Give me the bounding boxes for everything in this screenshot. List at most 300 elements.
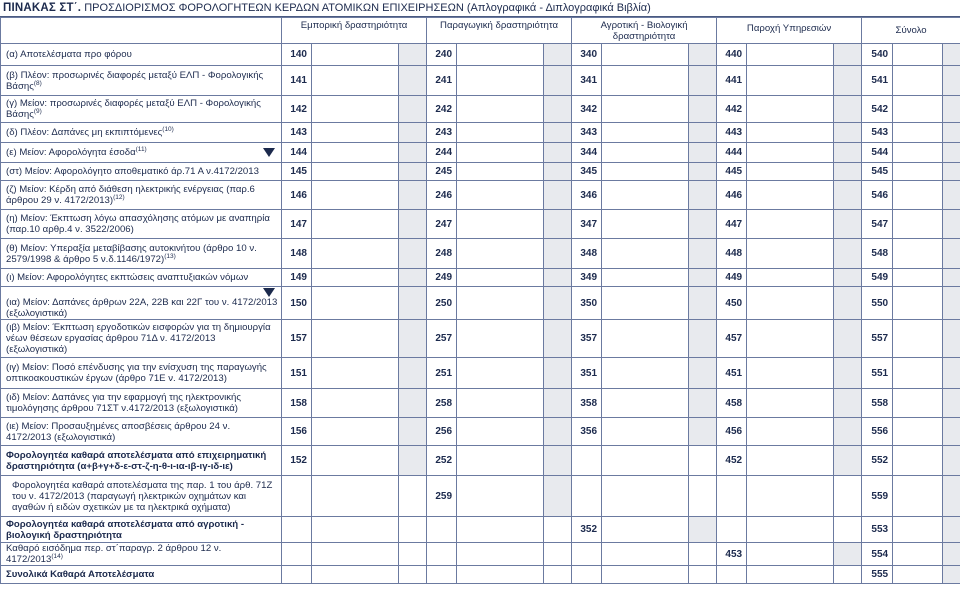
field-code-productive [427, 566, 457, 584]
field-code-commercial [282, 517, 312, 543]
amount-field-productive [457, 566, 544, 584]
decimal-field-agricultural[interactable] [689, 418, 717, 446]
amount-field-total[interactable] [893, 446, 943, 476]
decimal-field-services[interactable] [834, 210, 862, 239]
decimal-field-total[interactable] [943, 446, 960, 476]
decimal-field-commercial[interactable] [399, 66, 427, 96]
amount-field-agricultural [602, 543, 689, 566]
field-code-productive: 247 [427, 210, 457, 239]
form-row [1, 476, 960, 517]
field-code-agricultural [572, 446, 602, 476]
row-label [1, 181, 282, 210]
amount-field-agricultural[interactable] [602, 143, 689, 163]
decimal-field-services[interactable] [834, 143, 862, 163]
row-label [1, 476, 282, 517]
decimal-field-agricultural [689, 543, 717, 566]
amount-field-productive [457, 543, 544, 566]
field-code-total: 543 [862, 123, 893, 143]
decimal-field-total[interactable] [943, 287, 960, 320]
field-code-services: 447 [717, 210, 747, 239]
form-row [1, 44, 960, 66]
decimal-field-commercial[interactable] [399, 210, 427, 239]
field-code-commercial [282, 566, 312, 584]
amount-field-agricultural[interactable] [602, 66, 689, 96]
amount-field-agricultural[interactable] [602, 210, 689, 239]
field-code-agricultural: 343 [572, 123, 602, 143]
decimal-field-total[interactable] [943, 239, 960, 269]
decimal-field-services[interactable] [834, 287, 862, 320]
decimal-field-services[interactable] [834, 66, 862, 96]
field-code-productive: 242 [427, 96, 457, 123]
decimal-field-productive[interactable] [544, 287, 572, 320]
form-row [1, 389, 960, 418]
row-label [1, 287, 282, 320]
field-code-agricultural: 340 [572, 44, 602, 66]
decimal-field-total[interactable] [943, 389, 960, 418]
decimal-field-agricultural[interactable] [689, 44, 717, 66]
decimal-field-productive[interactable] [544, 66, 572, 96]
form-row [1, 239, 960, 269]
field-code-commercial: 143 [282, 123, 312, 143]
field-code-services: 442 [717, 96, 747, 123]
row-label-text: (δ) Πλέον: Δαπάνες μη εκπιπτόμενες$^{(10)}$ [6, 125, 174, 138]
amount-field-services[interactable] [747, 320, 834, 358]
decimal-field-commercial[interactable] [399, 181, 427, 210]
row-label [1, 66, 282, 96]
decimal-field-agricultural[interactable] [689, 210, 717, 239]
decimal-field-agricultural[interactable] [689, 320, 717, 358]
form-table [0, 17, 960, 584]
decimal-field-total[interactable] [943, 543, 960, 566]
amount-field-agricultural[interactable] [602, 269, 689, 287]
amount-field-commercial[interactable] [312, 210, 399, 239]
amount-field-total[interactable] [893, 287, 943, 320]
amount-field-productive[interactable] [457, 96, 544, 123]
amount-field-services[interactable] [747, 358, 834, 389]
field-code-agricultural: 344 [572, 143, 602, 163]
amount-field-total[interactable] [893, 239, 943, 269]
footnote-ref: (14) [51, 552, 63, 560]
amount-field-productive[interactable] [457, 123, 544, 143]
amount-field-agricultural[interactable] [602, 320, 689, 358]
amount-field-services[interactable] [747, 287, 834, 320]
amount-field-productive[interactable] [457, 320, 544, 358]
decimal-field-productive [544, 543, 572, 566]
decimal-field-total[interactable] [943, 566, 960, 584]
decimal-field-agricultural[interactable] [689, 66, 717, 96]
row-label [1, 418, 282, 446]
decimal-field-total[interactable] [943, 44, 960, 66]
amount-field-total[interactable] [893, 181, 943, 210]
form-row [1, 96, 960, 123]
field-code-commercial: 151 [282, 358, 312, 389]
amount-field-agricultural [602, 476, 689, 517]
amount-field-productive[interactable] [457, 163, 544, 181]
amount-field-agricultural[interactable] [602, 239, 689, 269]
row-label [1, 389, 282, 418]
decimal-field-commercial[interactable] [399, 446, 427, 476]
form-row [1, 181, 960, 210]
row-label-text: Συνολικά Καθαρά Αποτελέσματα [6, 569, 155, 580]
decimal-field-productive[interactable] [544, 389, 572, 418]
row-label-text: (ζ) Μείον: Κέρδη από διάθεση ηλεκτρικής ενέργειας (παρ.6 άρθρου 29 ν. 4172/2013)$^{(12)}$ [6, 184, 255, 206]
amount-field-services[interactable] [747, 163, 834, 181]
amount-field-services[interactable] [747, 239, 834, 269]
amount-field-commercial[interactable] [312, 143, 399, 163]
decimal-field-productive[interactable] [544, 418, 572, 446]
field-code-total: 549 [862, 269, 893, 287]
amount-field-productive[interactable] [457, 239, 544, 269]
amount-field-commercial[interactable] [312, 287, 399, 320]
amount-field-productive[interactable] [457, 181, 544, 210]
field-code-productive: 241 [427, 66, 457, 96]
decimal-field-agricultural[interactable] [689, 287, 717, 320]
field-code-productive: 252 [427, 446, 457, 476]
field-code-total: 550 [862, 287, 893, 320]
decimal-field-services [834, 517, 862, 543]
decimal-field-productive[interactable] [544, 476, 572, 517]
footnote-ref: (9) [33, 107, 42, 115]
field-code-services: 458 [717, 389, 747, 418]
decimal-field-commercial [399, 517, 427, 543]
field-code-agricultural: 351 [572, 358, 602, 389]
decimal-field-total[interactable] [943, 476, 960, 517]
amount-field-services[interactable] [747, 96, 834, 123]
field-code-productive: 257 [427, 320, 457, 358]
amount-field-productive[interactable] [457, 210, 544, 239]
field-code-agricultural: 352 [572, 517, 602, 543]
row-label [1, 446, 282, 476]
field-code-total: 557 [862, 320, 893, 358]
amount-field-agricultural [602, 446, 689, 476]
row-label-text: (ιδ) Μείον: Δαπάνες για την εφαρμογή της ηλεκτρονικής τιμολόγησης άρθρου 71ΣΤ ν.4172/2013 (εξωλογιστικά) [6, 392, 241, 414]
amount-field-agricultural[interactable] [602, 389, 689, 418]
amount-field-total[interactable] [893, 389, 943, 418]
decimal-field-services[interactable] [834, 239, 862, 269]
footnote-ref: (8) [33, 79, 42, 87]
field-code-total: 558 [862, 389, 893, 418]
amount-field-commercial[interactable] [312, 358, 399, 389]
decimal-field-commercial[interactable] [399, 143, 427, 163]
dropdown-triangle-icon[interactable] [263, 148, 275, 157]
amount-field-commercial[interactable] [312, 418, 399, 446]
amount-field-commercial [312, 476, 399, 517]
amount-field-commercial[interactable] [312, 123, 399, 143]
amount-field-commercial[interactable] [312, 163, 399, 181]
amount-field-commercial[interactable] [312, 44, 399, 66]
decimal-field-productive[interactable] [544, 239, 572, 269]
amount-field-services[interactable] [747, 543, 834, 566]
amount-field-productive[interactable] [457, 143, 544, 163]
row-label-text: (ιε) Μείον: Προσαυξημένες αποσβέσεις άρθρου 24 ν. 4172/2013 (εξωλογιστικά) [6, 420, 231, 443]
amount-field-commercial[interactable] [312, 446, 399, 476]
decimal-field-services[interactable] [834, 163, 862, 181]
form-row [1, 143, 960, 163]
decimal-field-commercial[interactable] [399, 418, 427, 446]
decimal-field-services [834, 476, 862, 517]
header-row [1, 18, 960, 44]
decimal-field-productive [544, 566, 572, 584]
amount-field-total[interactable] [893, 44, 943, 66]
row-label-text: Φορολογητέα καθαρά αποτελέσματα από επιχειρηματική δραστηριότητα (α+β+γ+δ-ε-στ-ζ-η-θ-ι-ια-ιβ-ιγ-ιδ-ιε) [6, 449, 267, 472]
field-code-total: 542 [862, 96, 893, 123]
decimal-field-productive[interactable] [544, 269, 572, 287]
row-label-text: (ι) Μείον: Αφορολόγητες εκπτώσεις αναπτυξιακών νόμων [6, 272, 249, 283]
decimal-field-services[interactable] [834, 358, 862, 389]
row-label-text: (ια) Μείον: Δαπάνες άρθρων 22Α, 22Β και 22Γ του ν. 4172/2013 (εξωλογιστικά) [6, 297, 278, 319]
field-code-total: 554 [862, 543, 893, 566]
decimal-field-agricultural[interactable] [689, 389, 717, 418]
amount-field-services[interactable] [747, 143, 834, 163]
amount-field-agricultural[interactable] [602, 418, 689, 446]
amount-field-services[interactable] [747, 123, 834, 143]
field-code-commercial: 144 [282, 143, 312, 163]
row-label [1, 543, 282, 566]
field-code-productive: 259 [427, 476, 457, 517]
decimal-field-services[interactable] [834, 543, 862, 566]
decimal-field-commercial[interactable] [399, 123, 427, 143]
decimal-field-services[interactable] [834, 389, 862, 418]
amount-field-agricultural[interactable] [602, 181, 689, 210]
amount-field-total[interactable] [893, 517, 943, 543]
amount-field-services[interactable] [747, 418, 834, 446]
amount-field-total[interactable] [893, 566, 943, 584]
row-label [1, 163, 282, 181]
table-title [0, 0, 960, 17]
amount-field-agricultural[interactable] [602, 358, 689, 389]
decimal-field-total[interactable] [943, 66, 960, 96]
decimal-field-commercial[interactable] [399, 239, 427, 269]
decimal-field-total[interactable] [943, 123, 960, 143]
field-code-agricultural: 357 [572, 320, 602, 358]
form-row [1, 446, 960, 476]
field-code-services: 445 [717, 163, 747, 181]
decimal-field-productive[interactable] [544, 123, 572, 143]
field-code-commercial: 156 [282, 418, 312, 446]
field-code-agricultural: 358 [572, 389, 602, 418]
amount-field-agricultural[interactable] [602, 287, 689, 320]
decimal-field-commercial[interactable] [399, 389, 427, 418]
row-label-text: Φορολογητέα καθαρά αποτελέσματα από αγροτική - βιολογική δραστηριότητα [6, 518, 245, 541]
row-label-text: (γ) Μείον: προσωρινές διαφορές μεταξύ ΕΛΠ - Φορολογικής Βάσης$^{(9)}$ [6, 98, 261, 120]
amount-field-productive[interactable] [457, 269, 544, 287]
amount-field-services[interactable] [747, 181, 834, 210]
amount-field-agricultural[interactable] [602, 517, 689, 543]
decimal-field-services[interactable] [834, 446, 862, 476]
decimal-field-productive[interactable] [544, 358, 572, 389]
decimal-field-commercial[interactable] [399, 44, 427, 66]
decimal-field-agricultural [689, 476, 717, 517]
decimal-field-agricultural[interactable] [689, 163, 717, 181]
form-row [1, 566, 960, 584]
field-code-commercial: 148 [282, 239, 312, 269]
decimal-field-agricultural[interactable] [689, 143, 717, 163]
decimal-field-productive[interactable] [544, 446, 572, 476]
amount-field-productive[interactable] [457, 358, 544, 389]
header-agricultural: Αγροτική - Βιολογική δραστηριότητα [572, 18, 717, 44]
decimal-field-productive[interactable] [544, 163, 572, 181]
amount-field-productive[interactable] [457, 389, 544, 418]
table-title-bold: ΠΙΝΑΚΑΣ ΣΤ΄. [3, 2, 82, 14]
field-code-productive: 250 [427, 287, 457, 320]
decimal-field-commercial[interactable] [399, 269, 427, 287]
field-code-productive: 243 [427, 123, 457, 143]
decimal-field-services[interactable] [834, 320, 862, 358]
decimal-field-services[interactable] [834, 96, 862, 123]
field-code-services [717, 476, 747, 517]
amount-field-services[interactable] [747, 210, 834, 239]
amount-field-total[interactable] [893, 543, 943, 566]
row-label-text: (στ) Μείον: Αφορολόγητο αποθεματικό άρ.71 Α ν.4172/2013 [6, 166, 259, 177]
decimal-field-productive[interactable] [544, 181, 572, 210]
field-code-agricultural [572, 543, 602, 566]
row-label [1, 96, 282, 123]
decimal-field-agricultural[interactable] [689, 123, 717, 143]
decimal-field-services[interactable] [834, 269, 862, 287]
amount-field-productive[interactable] [457, 418, 544, 446]
field-code-total: 541 [862, 66, 893, 96]
decimal-field-total[interactable] [943, 418, 960, 446]
amount-field-total[interactable] [893, 96, 943, 123]
decimal-field-total[interactable] [943, 320, 960, 358]
field-code-commercial: 158 [282, 389, 312, 418]
decimal-field-commercial[interactable] [399, 163, 427, 181]
row-label [1, 123, 282, 143]
amount-field-commercial[interactable] [312, 96, 399, 123]
field-code-productive: 258 [427, 389, 457, 418]
amount-field-commercial[interactable] [312, 181, 399, 210]
amount-field-total[interactable] [893, 163, 943, 181]
field-code-services: 449 [717, 269, 747, 287]
decimal-field-agricultural[interactable] [689, 358, 717, 389]
decimal-field-productive[interactable] [544, 320, 572, 358]
decimal-field-services[interactable] [834, 418, 862, 446]
amount-field-commercial[interactable] [312, 239, 399, 269]
amount-field-agricultural [602, 566, 689, 584]
amount-field-total[interactable] [893, 123, 943, 143]
decimal-field-commercial[interactable] [399, 287, 427, 320]
decimal-field-total[interactable] [943, 269, 960, 287]
row-label-text: (ε) Μείον: Αφορολόγητα έσοδα$^{(11)}$ [6, 145, 147, 158]
row-label-text: (ιβ) Μείον: Έκπτωση εργοδοτικών εισφορών για τη δημιουργία νέων θέσεων εργασίας άρθρου 71Δ ν. 4172/2013 (εξωλογιστικά) [6, 322, 271, 355]
decimal-field-productive[interactable] [544, 143, 572, 163]
decimal-field-commercial[interactable] [399, 320, 427, 358]
header-commercial: Εμπορική δραστηριότητα [282, 18, 427, 44]
amount-field-productive [457, 517, 544, 543]
amount-field-total[interactable] [893, 269, 943, 287]
decimal-field-total[interactable] [943, 163, 960, 181]
amount-field-commercial[interactable] [312, 269, 399, 287]
decimal-field-agricultural [689, 566, 717, 584]
amount-field-productive[interactable] [457, 476, 544, 517]
footnote-ref: (10) [162, 125, 174, 133]
amount-field-total[interactable] [893, 210, 943, 239]
decimal-field-services[interactable] [834, 181, 862, 210]
row-label [1, 320, 282, 358]
decimal-field-total[interactable] [943, 358, 960, 389]
field-code-services [717, 566, 747, 584]
decimal-field-total[interactable] [943, 96, 960, 123]
amount-field-services[interactable] [747, 44, 834, 66]
amount-field-agricultural[interactable] [602, 96, 689, 123]
amount-field-productive[interactable] [457, 44, 544, 66]
header-services: Παροχή Υπηρεσιών [717, 18, 862, 44]
decimal-field-productive[interactable] [544, 96, 572, 123]
decimal-field-services[interactable] [834, 44, 862, 66]
amount-field-services[interactable] [747, 389, 834, 418]
amount-field-services[interactable] [747, 446, 834, 476]
field-code-commercial [282, 543, 312, 566]
field-code-services: 452 [717, 446, 747, 476]
decimal-field-commercial[interactable] [399, 96, 427, 123]
row-label-text: (θ) Μείον: Υπεραξία μεταβίβασης αυτοκινήτου (άρθρο 10 ν. 2579/1998 & άρθρο 5 ν.δ.1146/1972)$^{(13)}$ [6, 242, 257, 265]
decimal-field-agricultural[interactable] [689, 181, 717, 210]
field-code-services: 450 [717, 287, 747, 320]
form-row [1, 66, 960, 96]
decimal-field-services[interactable] [834, 123, 862, 143]
field-code-commercial: 147 [282, 210, 312, 239]
row-label-text: (ιγ) Μείον: Ποσό επένδυσης για την ενίσχυση της παραγωγής οπτικοακουστικών έργων (άρθρο 71Ε ν. 4172/2013) [6, 362, 267, 384]
field-code-productive: 240 [427, 44, 457, 66]
decimal-field-total[interactable] [943, 210, 960, 239]
amount-field-services[interactable] [747, 66, 834, 96]
decimal-field-agricultural[interactable] [689, 96, 717, 123]
amount-field-total[interactable] [893, 358, 943, 389]
field-code-commercial: 157 [282, 320, 312, 358]
amount-field-total[interactable] [893, 476, 943, 517]
amount-field-agricultural[interactable] [602, 123, 689, 143]
decimal-field-productive[interactable] [544, 210, 572, 239]
row-label [1, 239, 282, 269]
amount-field-total[interactable] [893, 66, 943, 96]
amount-field-total[interactable] [893, 320, 943, 358]
decimal-field-productive[interactable] [544, 44, 572, 66]
amount-field-commercial[interactable] [312, 389, 399, 418]
form-row [1, 210, 960, 239]
amount-field-agricultural[interactable] [602, 44, 689, 66]
field-code-total: 553 [862, 517, 893, 543]
field-code-commercial: 140 [282, 44, 312, 66]
decimal-field-agricultural[interactable] [689, 239, 717, 269]
amount-field-total[interactable] [893, 418, 943, 446]
decimal-field-total[interactable] [943, 143, 960, 163]
amount-field-services[interactable] [747, 269, 834, 287]
field-code-total: 556 [862, 418, 893, 446]
amount-field-agricultural[interactable] [602, 163, 689, 181]
amount-field-commercial[interactable] [312, 66, 399, 96]
field-code-services: 448 [717, 239, 747, 269]
decimal-field-commercial[interactable] [399, 358, 427, 389]
decimal-field-total[interactable] [943, 181, 960, 210]
field-code-commercial: 141 [282, 66, 312, 96]
amount-field-total[interactable] [893, 143, 943, 163]
amount-field-productive[interactable] [457, 446, 544, 476]
field-code-agricultural [572, 566, 602, 584]
header-blank [1, 18, 282, 44]
field-code-total: 546 [862, 181, 893, 210]
field-code-agricultural: 341 [572, 66, 602, 96]
amount-field-productive[interactable] [457, 66, 544, 96]
decimal-field-total[interactable] [943, 517, 960, 543]
dropdown-triangle-icon[interactable] [263, 288, 275, 297]
decimal-field-agricultural[interactable] [689, 269, 717, 287]
row-label [1, 210, 282, 239]
field-code-agricultural: 350 [572, 287, 602, 320]
amount-field-productive[interactable] [457, 287, 544, 320]
decimal-field-agricultural[interactable] [689, 517, 717, 543]
form-row [1, 517, 960, 543]
amount-field-commercial[interactable] [312, 320, 399, 358]
